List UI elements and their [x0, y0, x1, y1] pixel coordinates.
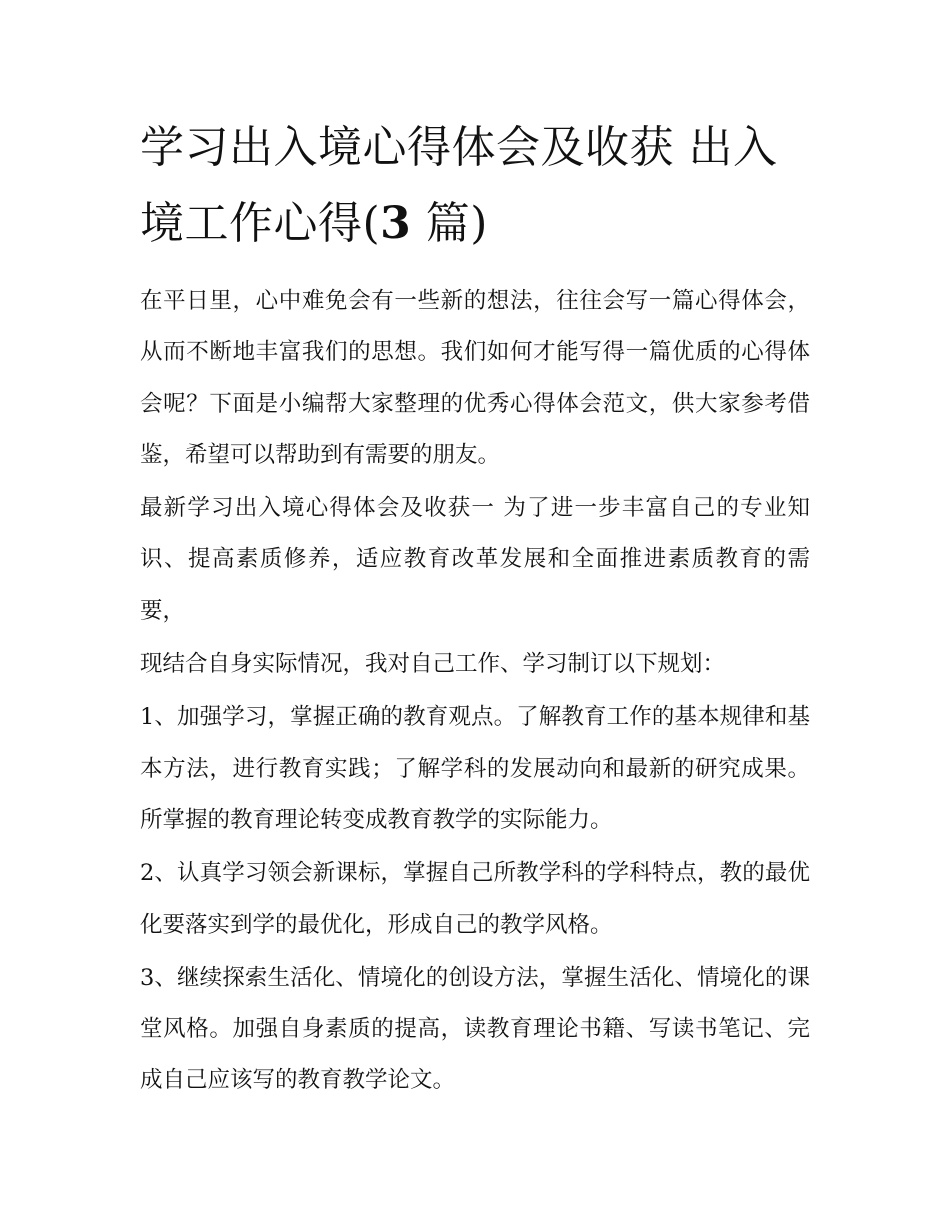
document-body: [140, 276, 810, 1109]
title-text-part1: 学习出入境心得体会及收获 出入境工作心得(: [140, 122, 778, 249]
plan-item-1: 1、加强学习，掌握正确的教育观点。了解教育工作的基本规律和基本方法，进行教育实践；了解学科的发展动向和最新的研究成果。所掌握的教育理论转变成教育教学的实际能力。: [140, 704, 810, 833]
section-heading-paragraph: 最新学习出入境心得体会及收获一 为了进一步丰富自己的专业知识、提高素质修养，适应教育改革发展和全面推进素质教育的需要，: [140, 495, 810, 624]
intro-paragraph: 在平日里，心中难免会有一些新的想法，往往会写一篇心得体会，从而不断地丰富我们的思想。我们如何才能写得一篇优质的心得体会呢？下面是小编帮大家整理的优秀心得体会范文，供大家参考借鉴，希望可以帮助到有需要的朋友。: [140, 288, 810, 468]
plan-item-3: 3、继续探索生活化、情境化的创设方法，掌握生活化、情境化的课堂风格。加强自身素质的提高，读教育理论书籍、写读书笔记、完成自己应该写的教育教学论文。: [140, 964, 810, 1094]
title-text-part2: 篇): [411, 198, 488, 249]
document-title: [140, 110, 810, 262]
plan-item-2: 2、认真学习领会新课标，掌握自己所教学科的学科特点，教的最优化要落实到学的最优化，形成自己的教学风格。: [140, 860, 810, 938]
title-count: 3: [380, 198, 412, 249]
plan-intro-paragraph: 现结合自身实际情况，我对自己工作、学习制订以下规划：: [140, 651, 726, 678]
